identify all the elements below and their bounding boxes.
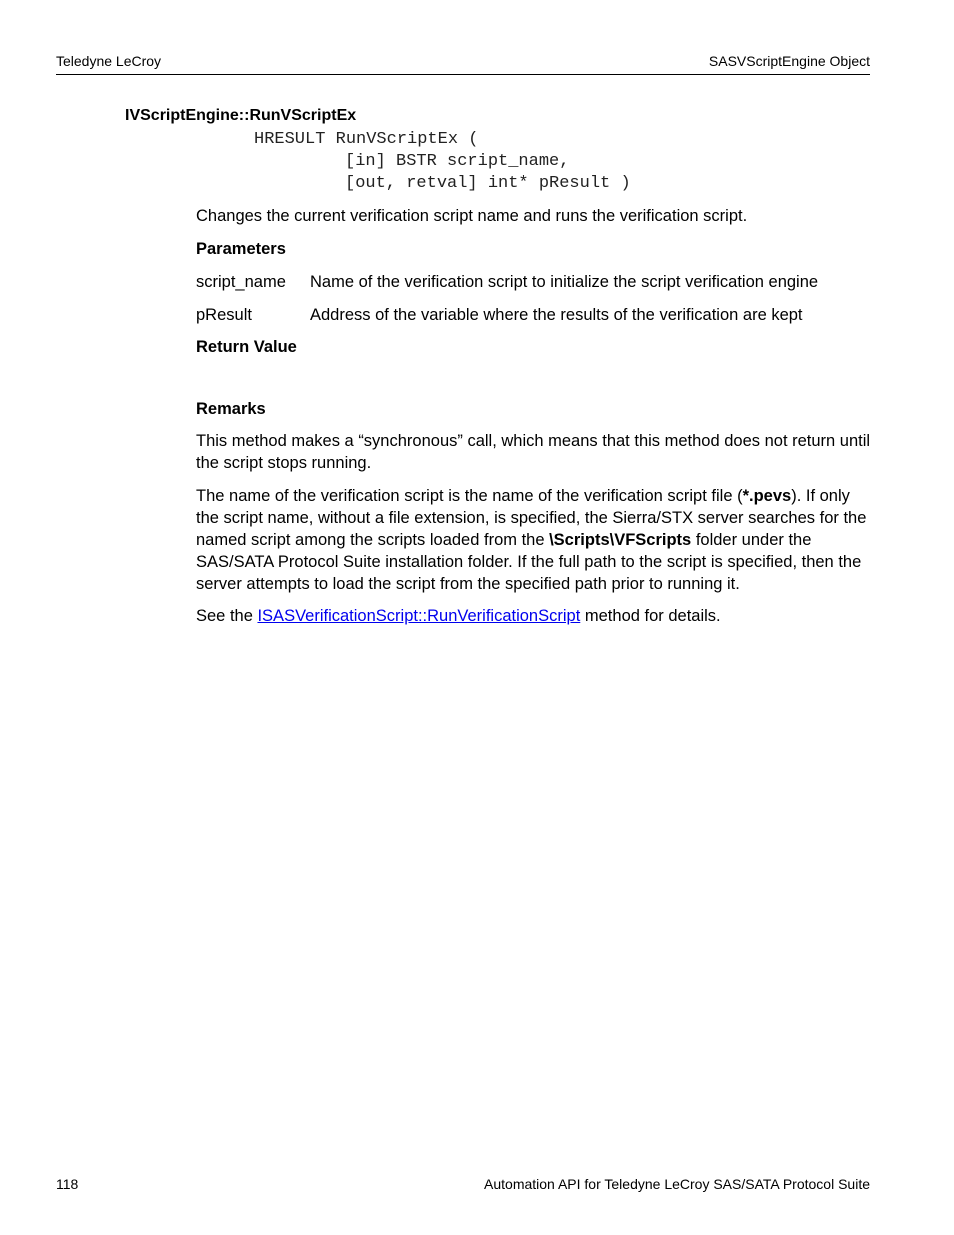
method-title: IVScriptEngine::RunVScriptEx [125, 107, 357, 124]
page-number: 118 [56, 1176, 79, 1192]
remarks-paragraph-3 [196, 605, 872, 627]
header-company: Teledyne LeCroy [56, 53, 162, 69]
parameters-heading: Parameters [196, 240, 286, 258]
page-header [56, 52, 870, 75]
remarks-paragraph-1: This method makes a “synchronous” call, which means that this method does not return until the script stops running. [196, 432, 871, 472]
param-description: Name of the verification script to initialize the script verification engine [310, 273, 819, 291]
code-line-1: HRESULT RunVScriptEx ( [254, 130, 479, 149]
remarks-text: method for details. [580, 607, 721, 625]
remarks-text: See the [196, 607, 258, 625]
file-extension: *.pevs [742, 487, 792, 505]
header-section: SASVScriptEngine Object [708, 53, 870, 69]
return-value-heading: Return Value [196, 338, 297, 356]
method-description: Changes the current verification script name and runs the verification script. [196, 207, 748, 225]
remarks-text: ). If only the script name, without a file extension, is specified, the Sierra/STX server searches for the named script among the scripts loaded from the [196, 487, 867, 549]
remarks-text: The name of the verification script is the name of the verification script file ( [196, 487, 743, 505]
run-verification-script-link[interactable]: ISASVerificationScript::RunVerificationScript [257, 607, 581, 625]
scripts-folder-path: \Scripts\VFScripts [549, 531, 692, 549]
code-line-2: [in] BSTR script_name, [345, 152, 570, 171]
remarks-text: folder under the SAS/SATA Protocol Suite installation folder. If the full path to the script is specified, then the server attempts to load the script from the specified path prior to running it. [196, 531, 862, 593]
code-line-3: [out, retval] int* pResult ) [345, 174, 631, 193]
remarks-heading: Remarks [196, 400, 266, 418]
remarks-paragraph-2 [196, 485, 872, 595]
param-name: script_name [196, 273, 286, 291]
param-description: Address of the variable where the results of the verification are kept [310, 306, 803, 324]
document-title: Automation API for Teledyne LeCroy SAS/SATA Protocol Suite [484, 1176, 870, 1192]
param-name: pResult [196, 306, 252, 324]
